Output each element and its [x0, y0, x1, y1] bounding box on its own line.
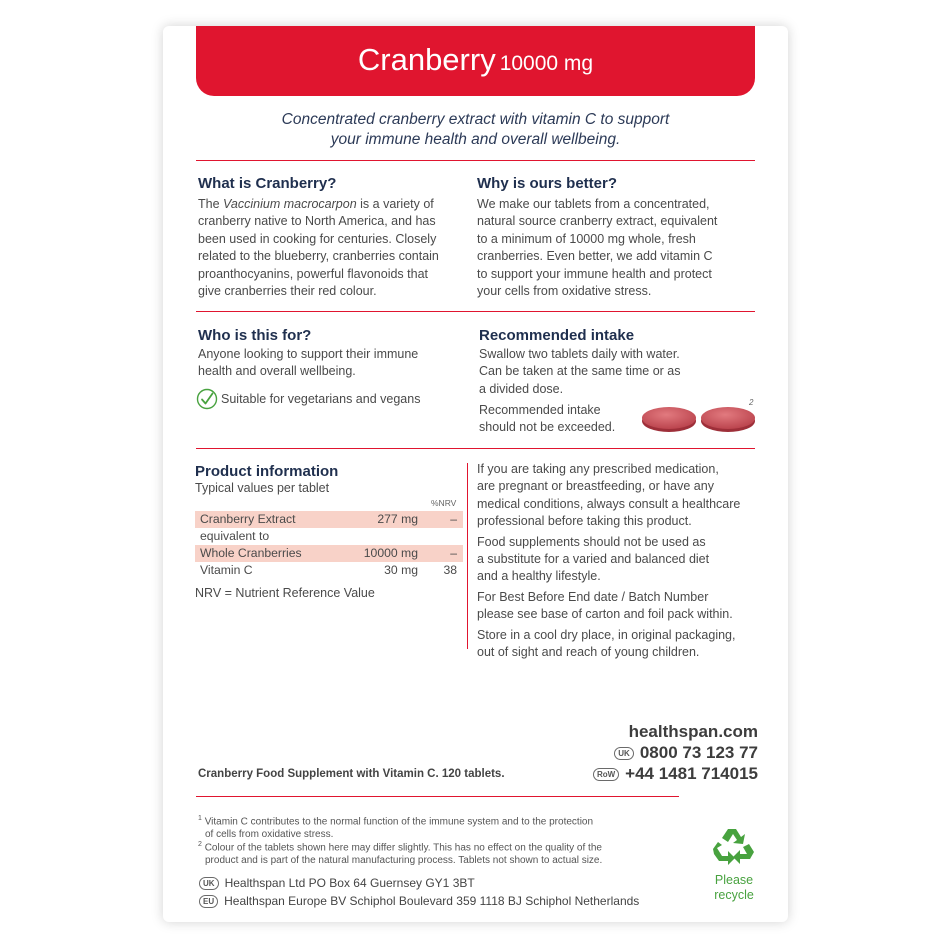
text-line: Colour of the tablets shown here may differ slightly. This has no effect on the quality of the [204, 842, 602, 854]
nrv-note: NRV = Nutrient Reference Value [195, 586, 375, 600]
text-line: medical conditions, always consult a healthcare [477, 496, 741, 511]
advice-text [477, 461, 762, 661]
table-cell: Cranberry Extract [200, 512, 296, 526]
row-phone: +44 1481 714015 [625, 764, 758, 783]
text-line: Recommended intake [479, 403, 601, 417]
title-banner [196, 26, 755, 96]
intake-heading: Recommended intake [479, 327, 635, 344]
product-strength: 10000 mg [499, 52, 594, 75]
divider [196, 796, 679, 797]
text-line: to support your immune health and protect [477, 266, 712, 281]
nutrition-table [195, 511, 463, 581]
footnote-2 [198, 839, 698, 867]
text-line: are pregnant or breastfeeding, or have any [477, 479, 714, 494]
table-row [195, 545, 463, 562]
text-line: The [198, 197, 220, 211]
what-text [198, 196, 463, 300]
checkmark-circle-icon [196, 388, 218, 410]
recycle-block [708, 826, 760, 903]
table-cell: – [450, 546, 457, 560]
address-text: Healthspan Europe BV Schiphol Boulevard 359 1118 BJ Schiphol Netherlands [224, 894, 640, 908]
tagline [196, 110, 755, 150]
text-line: Anyone looking to support their immune [198, 347, 419, 361]
who-text [198, 346, 463, 381]
table-row [195, 511, 463, 528]
text-line: product and is part of the natural manufacturing process. Tablets not shown to actual size. [205, 854, 603, 866]
intake-warning [479, 402, 639, 437]
uk-badge: UK [614, 747, 634, 760]
vegetarian-note: Suitable for vegetarians and vegans [221, 392, 421, 406]
text-line: Can be taken at the same time or as [479, 364, 681, 379]
why-text [477, 196, 757, 300]
recycle-label: Please [714, 873, 754, 887]
uk-phone: 0800 73 123 77 [639, 743, 758, 762]
table-cell: Whole Cranberries [200, 546, 302, 560]
text-line: out of sight and reach of young children. [477, 645, 700, 660]
text-line: Swallow two tablets daily with water. [479, 347, 680, 361]
table-cell: 30 mg [384, 563, 418, 577]
intake-text [479, 346, 754, 398]
divider [196, 448, 755, 449]
text-line: of cells from oxidative stress. [205, 828, 334, 840]
text-line: proanthocyanins, powerful flavonoids that [198, 266, 429, 281]
product-back-panel [163, 26, 788, 922]
uk-phone-line [614, 743, 758, 763]
product-title: Cranberry [357, 42, 496, 77]
recycle-icon [708, 826, 760, 873]
website: healthspan.com [628, 722, 758, 741]
nrv-column-header: %NRV [431, 498, 457, 508]
text-line: We make our tablets from a concentrated, [477, 197, 710, 211]
who-heading: Who is this for? [198, 327, 312, 344]
text-line: to a minimum of 10000 mg whole, fresh [477, 231, 696, 246]
tablets-image [639, 402, 759, 436]
footnote-1 [198, 813, 698, 841]
text-line: is a variety of [360, 197, 434, 211]
text-line: Vitamin C contributes to the normal function of the immune system and to the protection [204, 816, 594, 828]
table-cell: 277 mg [377, 512, 418, 526]
what-heading: What is Cranberry? [198, 175, 337, 192]
footnote-mark: 1 [198, 815, 202, 822]
uk-address [199, 876, 475, 890]
text-line: please see base of carton and foil pack within. [477, 607, 733, 622]
text-line: give cranberries their red colour. [198, 284, 377, 299]
text-line: your cells from oxidative stress. [477, 284, 652, 299]
product-info-subheading: Typical values per tablet [195, 481, 330, 495]
text-line: For Best Before End date / Batch Number [477, 589, 709, 604]
text-line: a substitute for a varied and balanced diet [477, 552, 710, 567]
column-divider [467, 463, 468, 649]
table-cell: – [450, 512, 457, 526]
footnote-mark: 2 [749, 398, 754, 407]
text-line: professional before taking this product. [477, 514, 692, 529]
table-cell: 38 [443, 563, 457, 577]
text-line: should not be exceeded. [479, 420, 616, 435]
text-line: a divided dose. [479, 381, 564, 396]
footnote-mark: 2 [198, 841, 202, 848]
text-line: If you are taking any prescribed medication, [477, 462, 719, 476]
text-italic: Vaccinium macrocarpon [223, 197, 357, 211]
table-cell: equivalent to [200, 529, 270, 543]
text-line: cranberry native to North America, and has [198, 214, 436, 229]
product-info-heading: Product information [195, 463, 339, 480]
text-line: health and overall wellbeing. [198, 364, 356, 379]
tagline-line: Concentrated cranberry extract with vitamin C to support [281, 111, 670, 128]
eu-address [199, 894, 639, 908]
row-badge: RoW [593, 768, 619, 781]
text-line: and a healthy lifestyle. [477, 569, 601, 584]
eu-badge: EU [199, 895, 218, 908]
product-description: Cranberry Food Supplement with Vitamin C. 120 tablets. [198, 768, 505, 780]
text-line: Food supplements should not be used as [477, 534, 706, 549]
text-line: Store in a cool dry place, in original packaging, [477, 627, 736, 642]
text-line: natural source cranberry extract, equivalent [477, 214, 718, 229]
table-cell: Vitamin C [200, 563, 253, 577]
text-line: related to the blueberry, cranberries contain [198, 249, 439, 264]
address-text: Healthspan Ltd PO Box 64 Guernsey GY1 3BT [224, 876, 475, 890]
divider [196, 311, 755, 312]
text-line: cranberries. Even better, we add vitamin C [477, 249, 713, 264]
why-heading: Why is ours better? [477, 175, 618, 192]
uk-badge: UK [199, 877, 219, 890]
text-line: been used in cooking for centuries. Closely [198, 231, 437, 246]
divider [196, 160, 755, 161]
table-cell: 10000 mg [363, 546, 418, 560]
recycle-label: recycle [714, 888, 754, 902]
table-row [195, 562, 463, 579]
table-row [195, 528, 463, 545]
tagline-line: your immune health and overall wellbeing. [330, 131, 621, 148]
row-phone-line [593, 764, 758, 784]
